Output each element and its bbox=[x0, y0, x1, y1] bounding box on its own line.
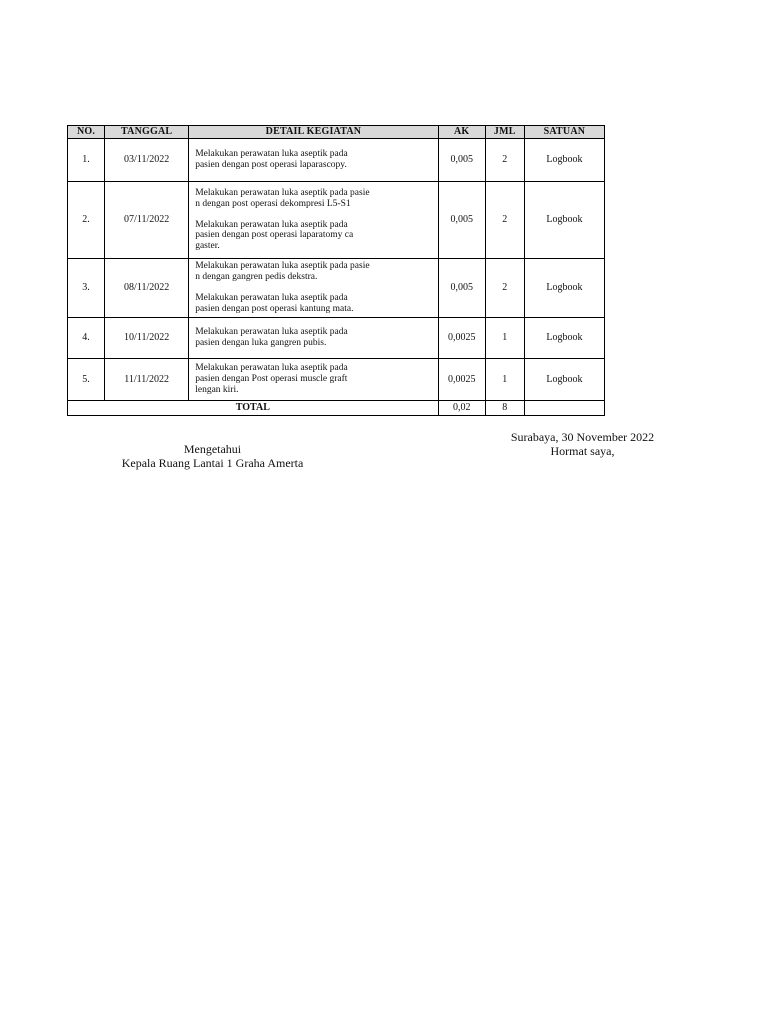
header-detail-kegiatan: DETAIL KEGIATAN bbox=[189, 126, 438, 139]
header-jml: JML bbox=[485, 126, 524, 139]
cell-no: 5. bbox=[68, 359, 105, 401]
cell-no: 4. bbox=[68, 318, 105, 359]
head-of-ward-title: Kepala Ruang Lantai 1 Graha Amerta bbox=[121, 456, 304, 470]
cell-ak: 0,0025 bbox=[438, 318, 485, 359]
table-row bbox=[68, 318, 605, 359]
total-row bbox=[68, 401, 605, 416]
signature-respectfully bbox=[490, 430, 675, 458]
detail-text: Melakukan perawatan luka aseptik pada pasien dengan post operasi laparatomy ca gaster. bbox=[195, 219, 354, 252]
acknowledged-label: Mengetahui bbox=[183, 442, 242, 456]
cell-satuan: Logbook bbox=[524, 318, 604, 359]
header-tanggal: TANGGAL bbox=[105, 126, 189, 139]
activity-table bbox=[67, 125, 605, 416]
header-ak: AK bbox=[438, 126, 485, 139]
cell-satuan: Logbook bbox=[524, 259, 604, 318]
cell-detail bbox=[189, 318, 438, 359]
detail-text: Melakukan perawatan luka aseptik pada pasie n dengan post operasi dekompresi L5-S1 bbox=[195, 187, 370, 209]
detail-text: Melakukan perawatan luka aseptik pada pasien dengan post operasi kantung mata. bbox=[195, 293, 354, 314]
cell-satuan: Logbook bbox=[524, 182, 604, 259]
detail-text: Melakukan perawatan luka aseptik pada pasien dengan luka gangren pubis. bbox=[195, 327, 348, 348]
cell-jml: 2 bbox=[485, 259, 524, 318]
cell-satuan: Logbook bbox=[524, 359, 604, 401]
total-satuan bbox=[524, 401, 604, 416]
table-header-row bbox=[68, 126, 605, 139]
cell-ak: 0,005 bbox=[438, 182, 485, 259]
cell-tanggal: 07/11/2022 bbox=[105, 182, 189, 259]
cell-no: 3. bbox=[68, 259, 105, 318]
cell-tanggal: 08/11/2022 bbox=[105, 259, 189, 318]
cell-tanggal: 10/11/2022 bbox=[105, 318, 189, 359]
detail-text: Melakukan perawatan luka aseptik pada pasien dengan Post operasi muscle graft lengan kiri. bbox=[195, 363, 348, 395]
cell-tanggal: 03/11/2022 bbox=[105, 139, 189, 182]
cell-jml: 1 bbox=[485, 318, 524, 359]
cell-ak: 0,005 bbox=[438, 259, 485, 318]
cell-no: 2. bbox=[68, 182, 105, 259]
table-row bbox=[68, 182, 605, 259]
table-row bbox=[68, 359, 605, 401]
header-satuan: SATUAN bbox=[524, 126, 604, 139]
total-jml: 8 bbox=[485, 401, 524, 416]
cell-detail bbox=[189, 182, 438, 259]
cell-jml: 2 bbox=[485, 139, 524, 182]
cell-ak: 0,0025 bbox=[438, 359, 485, 401]
detail-text: Melakukan perawatan luka aseptik pada pasien dengan post operasi laparascopy. bbox=[195, 149, 348, 170]
total-label: TOTAL bbox=[68, 401, 439, 416]
header-no: NO. bbox=[68, 126, 105, 139]
total-ak: 0,02 bbox=[438, 401, 485, 416]
cell-ak: 0,005 bbox=[438, 139, 485, 182]
cell-satuan: Logbook bbox=[524, 139, 604, 182]
cell-no: 1. bbox=[68, 139, 105, 182]
respectfully-label: Hormat saya, bbox=[550, 444, 615, 458]
cell-detail bbox=[189, 259, 438, 318]
cell-detail bbox=[189, 359, 438, 401]
cell-detail bbox=[189, 139, 438, 182]
table-row bbox=[68, 259, 605, 318]
cell-jml: 2 bbox=[485, 182, 524, 259]
signature-acknowledged bbox=[100, 442, 325, 470]
cell-jml: 1 bbox=[485, 359, 524, 401]
cell-tanggal: 11/11/2022 bbox=[105, 359, 189, 401]
place-date: Surabaya, 30 November 2022 bbox=[510, 430, 655, 444]
table-row bbox=[68, 139, 605, 182]
detail-text: Melakukan perawatan luka aseptik pada pasie n dengan gangren pedis dekstra. bbox=[195, 261, 370, 283]
